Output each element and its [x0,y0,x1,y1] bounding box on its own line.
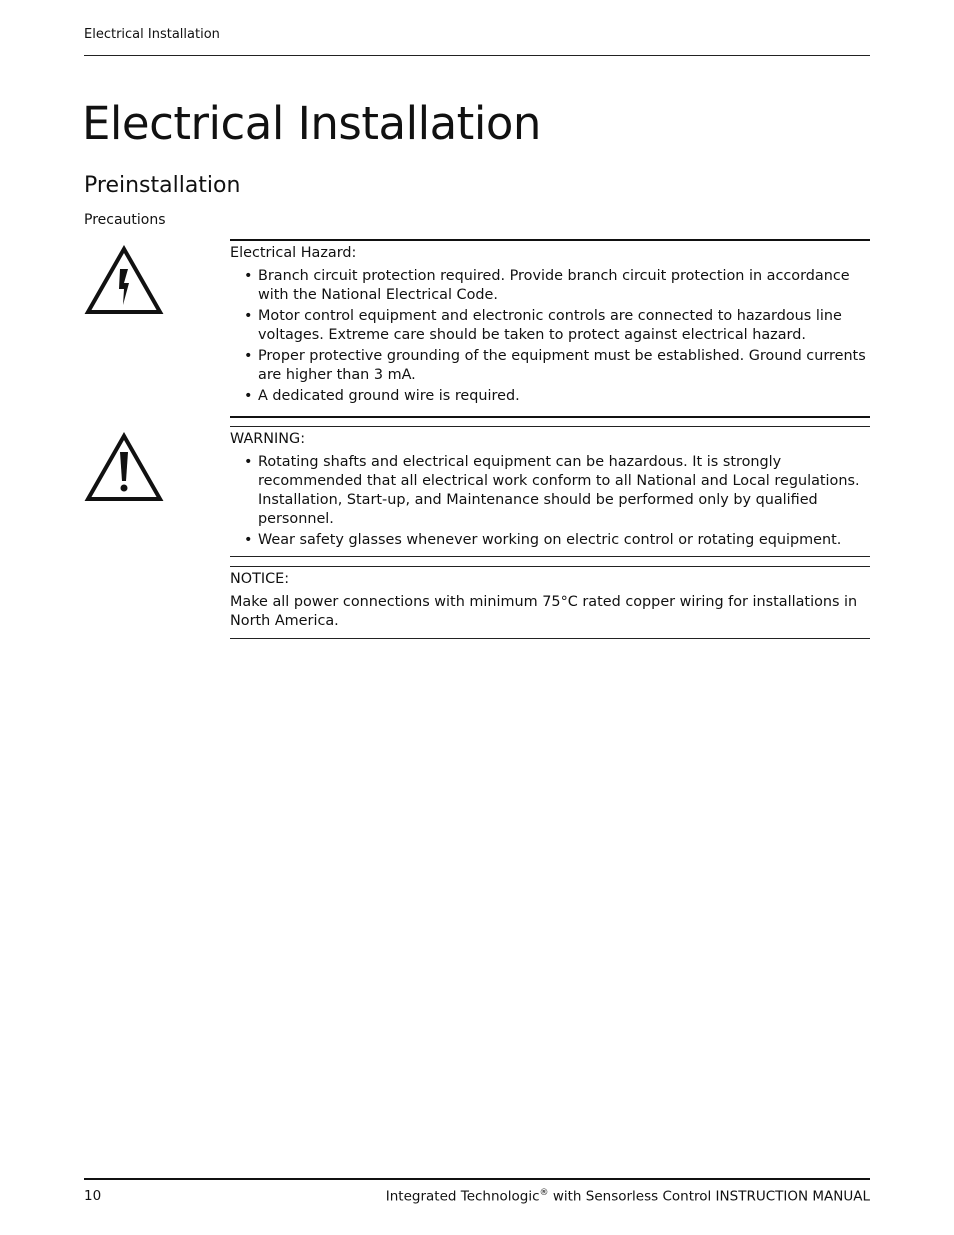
list-item: • Rotating shafts and electrical equipment can be hazardous. It is strongly recommended that all electrical work conform to all National and Local regulations. Installation, Start-up, and Maintenance should be performed only by qualified personnel. [244,454,860,527]
warning-bottom-rule [230,556,870,557]
list-item: • A dedicated ground wire is required. [244,388,520,404]
hazard-heading: Electrical Hazard: [230,245,357,261]
header-divider [84,55,870,56]
warning-notice [230,426,870,552]
electrical-hazard-icon [84,245,164,315]
notice-text: Make all power connections with minimum 75°C rated copper wiring for installations in North America. [230,594,858,629]
notice-bottom-rule [230,638,870,639]
list-item: • Branch circuit protection required. Provide branch circuit protection in accordance with the National Electrical Code. [244,268,850,303]
section-title: Preinstallation [84,173,241,198]
footer-divider [84,1178,870,1180]
warning-list [230,453,870,550]
hazard-list [230,267,870,406]
page-title: Electrical Installation [82,97,541,150]
running-header: Electrical Installation [84,27,220,42]
list-item: • Proper protective grounding of the equipment must be established. Ground currents are higher than 3 mA. [244,348,866,383]
electrical-hazard-notice [230,239,870,408]
manual-title: Integrated Technologic® with Sensorless Control INSTRUCTION MANUAL [385,1188,870,1205]
warning-heading: WARNING: [230,431,306,447]
notice-heading: NOTICE: [230,571,290,587]
list-item: • Motor control equipment and electronic controls are connected to hazardous line voltages. Extreme care should be taken to protect against electrical hazard. [244,308,842,343]
warning-icon [84,432,164,502]
notice-box [230,566,870,637]
hazard-bottom-rule [230,416,870,418]
page-number: 10 [84,1188,102,1204]
subsection-title: Precautions [84,212,166,228]
list-item: • Wear safety glasses whenever working on electric control or rotating equipment. [244,532,842,548]
